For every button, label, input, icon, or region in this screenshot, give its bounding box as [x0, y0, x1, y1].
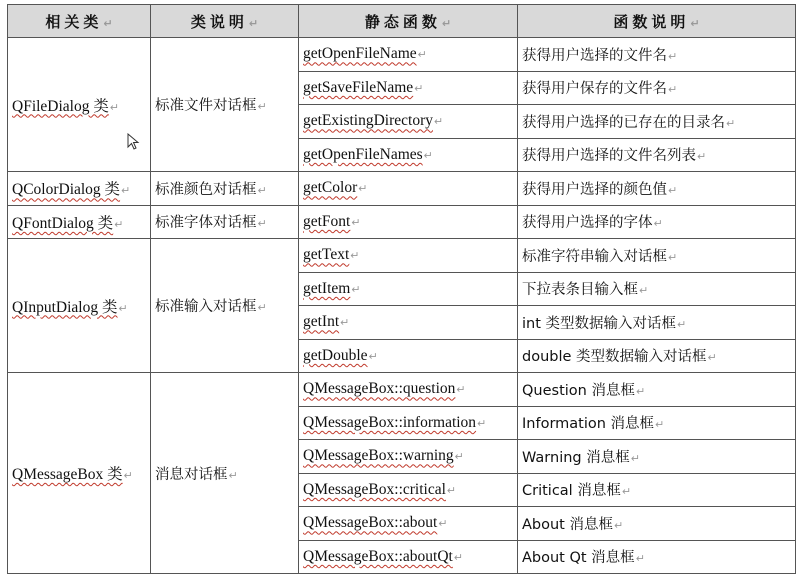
static-func-cell: getInt↵ [299, 306, 518, 340]
class-name-cell: QInputDialog 类↵ [8, 239, 151, 373]
header-related-class: 相关类↵ [8, 5, 151, 38]
table-row [8, 172, 796, 206]
static-func-cell: getExistingDirectory↵ [299, 105, 518, 139]
class-name-cell: QMessageBox 类↵ [8, 373, 151, 574]
func-desc-cell: 下拉表条目输入框↵ [518, 272, 796, 306]
table-row [8, 38, 796, 72]
class-desc-cell: 标准字体对话框↵ [151, 205, 299, 239]
func-desc-cell: 获得用户选择的已存在的目录名↵ [518, 105, 796, 139]
func-desc-cell: 获得用户选择的字体↵ [518, 205, 796, 239]
static-func-cell: getColor↵ [299, 172, 518, 206]
static-func-cell: QMessageBox::information↵ [299, 406, 518, 440]
static-func-cell: getText↵ [299, 239, 518, 273]
func-desc-cell: Question 消息框↵ [518, 373, 796, 407]
static-func-cell: getItem↵ [299, 272, 518, 306]
mouse-pointer-icon [127, 133, 141, 151]
class-name-cell: QColorDialog 类↵ [8, 172, 151, 206]
func-desc-cell: 获得用户保存的文件名↵ [518, 71, 796, 105]
func-desc-cell: About 消息框↵ [518, 507, 796, 541]
class-desc-cell: 消息对话框↵ [151, 373, 299, 574]
static-func-cell: QMessageBox::critical↵ [299, 473, 518, 507]
table-row [8, 239, 796, 273]
qt-dialog-table [7, 4, 796, 574]
table-row [8, 373, 796, 407]
static-func-cell: getFont↵ [299, 205, 518, 239]
func-desc-cell: 获得用户选择的文件名列表↵ [518, 138, 796, 172]
static-func-cell: getOpenFileNames↵ [299, 138, 518, 172]
func-desc-cell: int 类型数据输入对话框↵ [518, 306, 796, 340]
func-desc-cell: 标准字符串输入对话框↵ [518, 239, 796, 273]
class-desc-cell: 标准颜色对话框↵ [151, 172, 299, 206]
header-func-desc: 函数说明↵ [518, 5, 796, 38]
func-desc-cell: 获得用户选择的文件名↵ [518, 38, 796, 72]
static-func-cell: QMessageBox::about↵ [299, 507, 518, 541]
static-func-cell: QMessageBox::question↵ [299, 373, 518, 407]
class-desc-cell: 标准输入对话框↵ [151, 239, 299, 373]
static-func-cell: QMessageBox::warning↵ [299, 440, 518, 474]
static-func-cell: getOpenFileName↵ [299, 38, 518, 72]
header-class-desc: 类说明↵ [151, 5, 299, 38]
class-desc-cell: 标准文件对话框↵ [151, 38, 299, 172]
header-static-func: 静态函数↵ [299, 5, 518, 38]
func-desc-cell: Information 消息框↵ [518, 406, 796, 440]
static-func-cell: QMessageBox::aboutQt↵ [299, 540, 518, 574]
table-row [8, 205, 796, 239]
static-func-cell: getSaveFileName↵ [299, 71, 518, 105]
class-name-cell: QFileDialog 类↵ [8, 38, 151, 172]
header-row [8, 5, 796, 38]
func-desc-cell: double 类型数据输入对话框↵ [518, 339, 796, 373]
func-desc-cell: 获得用户选择的颜色值↵ [518, 172, 796, 206]
func-desc-cell: About Qt 消息框↵ [518, 540, 796, 574]
func-desc-cell: Critical 消息框↵ [518, 473, 796, 507]
static-func-cell: getDouble↵ [299, 339, 518, 373]
class-name-cell: QFontDialog 类↵ [8, 205, 151, 239]
func-desc-cell: Warning 消息框↵ [518, 440, 796, 474]
